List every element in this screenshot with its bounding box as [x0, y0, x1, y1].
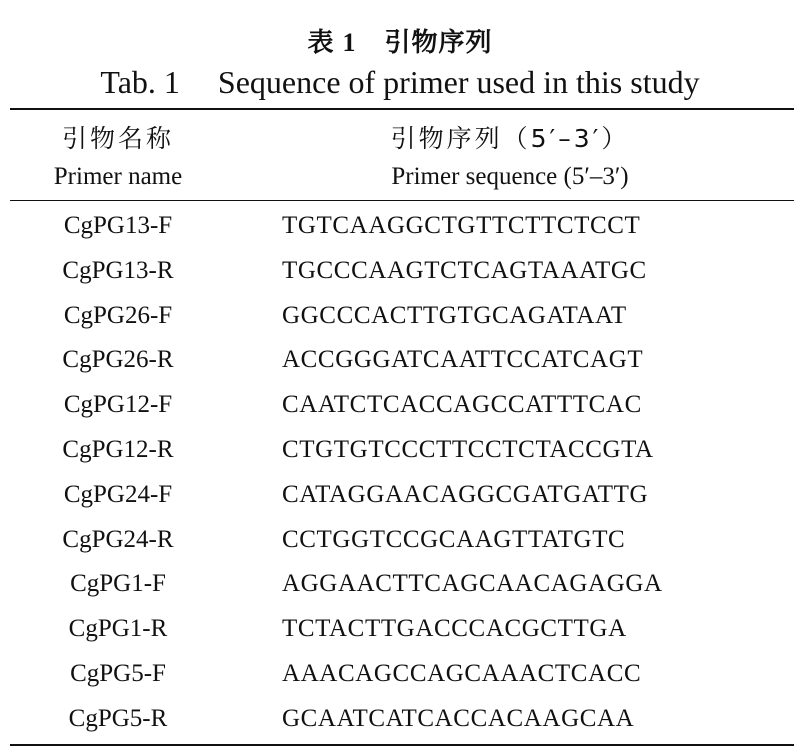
table-caption-chinese [0, 22, 800, 59]
primer-sequence-cell: CATAGGAACAGGCGATGATTG [282, 480, 649, 508]
primer-sequence-cell: CTGTGTCCCTTCCTCTACCGTA [282, 435, 654, 463]
table-row [0, 251, 800, 296]
primer-name-cell: CgPG26-F [63, 301, 173, 329]
primer-name-cell: CgPG12-F [63, 391, 173, 419]
primer-sequence-cell: CAATCTCACCAGCCATTTCAC [282, 391, 642, 419]
table-row [0, 340, 800, 385]
primer-sequence-cell: GGCCCACTTGTGCAGATAAT [282, 301, 627, 329]
primer-name-cell: CgPG24-R [62, 525, 174, 553]
table-caption-english [0, 64, 800, 101]
table-row [0, 564, 800, 609]
primer-name-cell: CgPG26-R [62, 346, 174, 374]
primer-sequence-cell: TGTCAAGGCTGTTCTTCTCCT [282, 212, 641, 239]
primer-name-cell: CgPG1-R [68, 615, 168, 643]
primer-sequence-cell: AGGAACTTCAGCAACAGAGGA [282, 570, 663, 598]
caption-en-label: Tab. 1 [100, 64, 180, 100]
primer-name-cell: CgPG24-F [63, 480, 173, 508]
primer-sequence-cell: TCTACTTGACCCACGCTTGA [282, 615, 627, 643]
caption-zh-label: 表 [307, 28, 335, 58]
table-row [0, 520, 800, 565]
column-header-primer-name [20, 120, 216, 196]
primer-sequence-cell: GCAATCATCACCACAAGCAA [282, 704, 635, 732]
column-header-primer-name-zh: 引物名称 [61, 124, 174, 153]
column-header-primer-sequence-zh: 引物序列（5′–3′） [390, 124, 630, 153]
primer-name-cell: CgPG13-R [62, 256, 174, 284]
table-row [0, 430, 800, 475]
column-header-primer-name-en: Primer name [53, 163, 183, 190]
table-row [0, 296, 800, 341]
table-row [0, 475, 800, 520]
primer-name-cell: CgPG12-R [62, 435, 174, 463]
table-row [0, 699, 800, 744]
table-bottom-rule [10, 744, 794, 746]
primer-sequence-cell: CCTGGTCCGCAAGTTATGTC [282, 525, 626, 553]
primer-sequence-cell: ACCGGGATCAATTCCATCAGT [282, 346, 644, 374]
caption-en-title: Sequence of primer used in this study [217, 64, 700, 100]
table-row [0, 609, 800, 654]
primer-name-cell: CgPG1-F [70, 570, 166, 598]
table-row [0, 654, 800, 699]
table-top-rule [10, 108, 794, 110]
primer-name-cell: CgPG5-F [70, 659, 166, 687]
primer-name-cell: CgPG5-R [68, 704, 168, 732]
column-header-primer-sequence-en: Primer sequence (5′–3′) [391, 163, 629, 190]
primer-sequence-cell: TGCCCAAGTCTCAGTAAATGC [282, 256, 647, 284]
table-row [0, 385, 800, 430]
primer-sequence-cell: AAACAGCCAGCAAACTCACC [282, 659, 642, 687]
caption-zh-title: 引物序列 [384, 28, 493, 58]
table-row [0, 206, 800, 251]
caption-number: 1 [342, 28, 357, 57]
column-header-primer-sequence [300, 120, 720, 196]
primer-name-cell: CgPG13-F [63, 212, 173, 239]
table-body [0, 206, 800, 744]
table-header-rule [10, 200, 794, 201]
